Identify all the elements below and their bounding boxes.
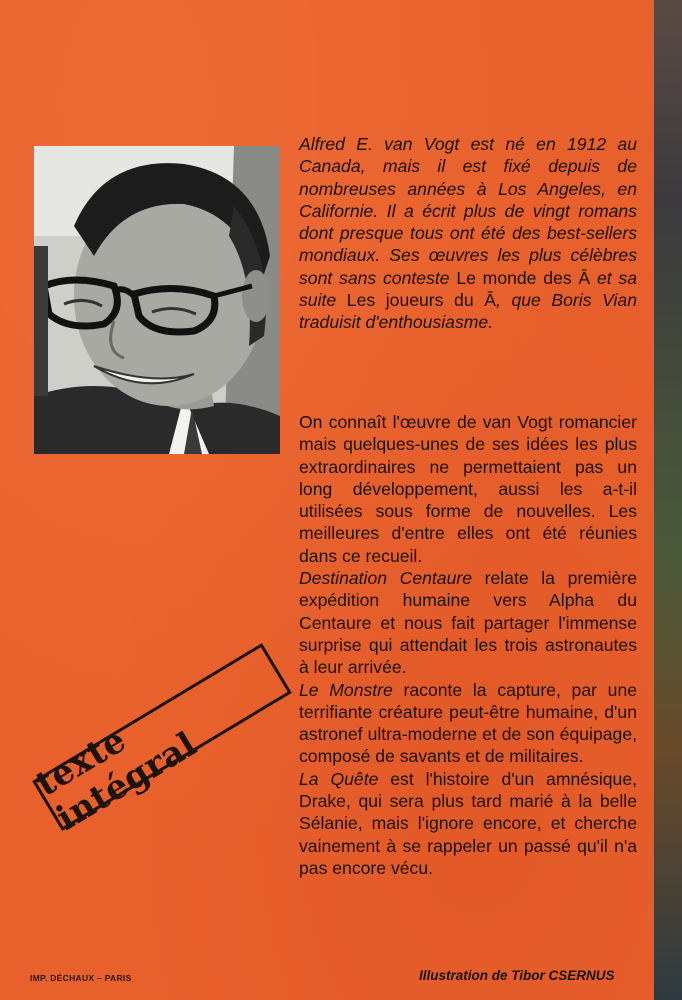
stamp-label: texte intégral xyxy=(29,719,204,839)
story-title: Destination Centaure xyxy=(299,568,473,589)
story-paragraph xyxy=(299,567,637,678)
author-bio xyxy=(299,133,637,334)
bio-text-1: Alfred E. van Vogt est né en 1912 au Canada, mais il est fixé depuis de nombreuses années à Los Angeles, en Californie. Il a écrit plus de vingt romans dont presque tous ont été des best-sellers mondiaux. Ses œuvres les plus célèbres sont sans conteste xyxy=(299,134,637,288)
story-description: raconte la capture, par une terrifiante créature peut-être humaine, d'un astronef ultra-moderne et de son équipage, composé de savants et de militaires. xyxy=(299,679,638,767)
illustration-credit: Illustration de Tibor CSERNUS xyxy=(419,968,615,983)
author-photo xyxy=(34,146,280,454)
story-description: est l'histoire d'un amnésique, Drake, qui sera plus tard marié à la belle Sélanie, mais l'ignore encore, et cherche vainement à se rappeler un passé qu'il n'a pas encore vécu. xyxy=(299,768,637,878)
bio-title-2: Les joueurs du Ā xyxy=(346,290,496,311)
book-summary xyxy=(299,411,637,879)
story-paragraph xyxy=(299,768,637,879)
bio-text-2: et sa suite xyxy=(299,267,637,311)
printer-credit: IMP. DÉCHAUX – PARIS xyxy=(30,973,132,983)
bio-title-1: Le monde des Ā xyxy=(456,267,591,288)
bio-text-3: , que Boris Vian traduisit d'enthousiasme. xyxy=(299,290,637,333)
story-paragraph xyxy=(299,679,637,768)
story-title: La Quête xyxy=(299,768,379,789)
story-description: relate la première expédition humaine vers Alpha du Centaure et nous fait partager l'immense surprise qui attendait les trois astronautes à leur arrivée. xyxy=(299,568,637,678)
texte-integral-stamp xyxy=(29,643,292,839)
story-title: Le Monstre xyxy=(299,679,393,700)
cover-edge-strip xyxy=(654,0,682,1000)
summary-intro: On connaît l'œuvre de van Vogt romancier mais quelques-unes de ses idées les plus extraordinaires ne permettaient pas un long développement, aussi les a-t-il utilisées sous forme de nouvelles. Les meilleures d'entre elles ont été réunies dans ce recueil. xyxy=(299,412,637,566)
